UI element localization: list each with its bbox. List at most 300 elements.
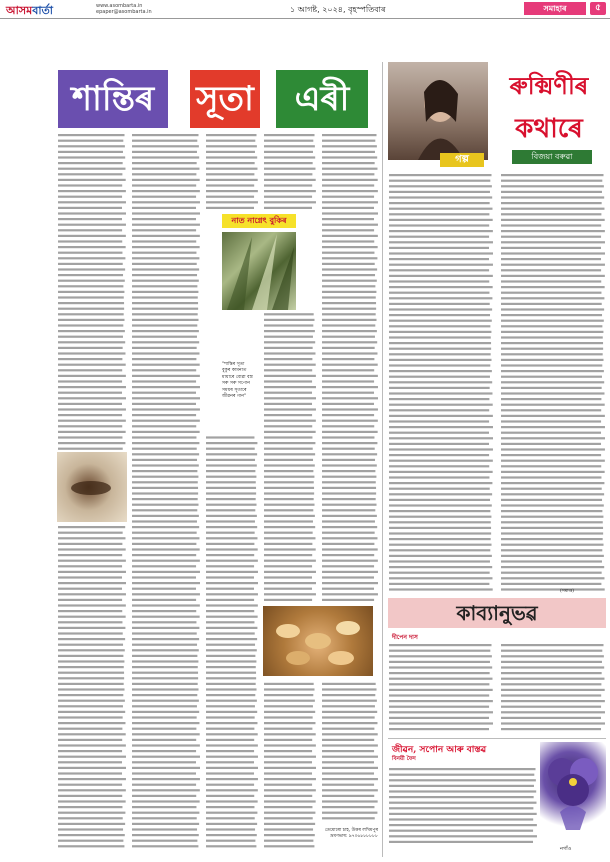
text-line (132, 134, 199, 136)
text-line (206, 453, 257, 455)
text-line (389, 706, 489, 708)
text-line (389, 796, 534, 798)
text-line (132, 487, 198, 489)
text-line (264, 823, 315, 825)
text-line (58, 543, 122, 545)
text-line (206, 560, 258, 562)
text-line (132, 358, 196, 360)
text-line (501, 555, 604, 557)
text-line (264, 817, 313, 819)
text-line (58, 548, 126, 550)
text-line (264, 800, 316, 802)
text-line (132, 761, 196, 763)
text-line (206, 140, 255, 142)
text-lines-10 (388, 766, 538, 846)
text-line (322, 498, 376, 500)
text-line (322, 812, 377, 814)
text-line (501, 694, 601, 696)
text-line (58, 324, 123, 326)
text-line (501, 348, 603, 350)
text-line (322, 599, 374, 601)
text-line (264, 520, 313, 522)
text-line (501, 336, 603, 338)
byline-phone: ভ্ৰমণভাষ: ৯৭০৬৮৮৮৮৮৮ (330, 834, 378, 839)
text-line (206, 677, 256, 679)
text-line (264, 593, 316, 595)
text-line (58, 616, 126, 618)
text-line (322, 179, 378, 181)
text-line (264, 565, 312, 567)
text-line (58, 532, 123, 534)
text-line (322, 487, 376, 489)
text-line (132, 677, 198, 679)
text-line (58, 840, 123, 842)
text-line (389, 191, 490, 193)
text-line (132, 229, 196, 231)
email-link[interactable]: epaper@asombarta.in (96, 9, 152, 15)
text-line (206, 649, 257, 651)
text-line (206, 666, 256, 668)
text-line (322, 218, 374, 220)
text-line (501, 488, 602, 490)
text-line (58, 212, 126, 214)
text-line (206, 632, 255, 634)
text-line (132, 240, 196, 242)
text-line (389, 392, 492, 394)
text-line (58, 666, 124, 668)
text-line (58, 644, 123, 646)
text-line (322, 274, 375, 276)
text-lines-9 (500, 642, 606, 732)
text-line (206, 504, 257, 506)
text-line (132, 817, 197, 819)
text-line (389, 824, 537, 826)
text-line (58, 408, 126, 410)
text-line (58, 576, 122, 578)
text-line (501, 700, 605, 702)
text-line (132, 431, 200, 433)
text-line (132, 756, 200, 758)
text-line (58, 599, 122, 601)
text-lines-6 (388, 172, 494, 592)
text-line (132, 442, 199, 444)
text-line (264, 537, 315, 539)
text-line (264, 761, 312, 763)
text-line (389, 454, 489, 456)
text-line (389, 790, 536, 792)
text-line (58, 683, 124, 685)
text-line (132, 168, 199, 170)
text-line (132, 476, 198, 478)
text-line (58, 336, 123, 338)
text-line (58, 280, 125, 282)
text-line (132, 403, 196, 405)
text-line (58, 778, 126, 780)
text-line (322, 162, 375, 164)
text-line (501, 241, 605, 243)
story-box-label: নাত নাগ্নেৎ বুকিৰ (222, 214, 296, 228)
text-line (501, 722, 605, 724)
text-line (206, 145, 257, 147)
text-line (58, 565, 122, 567)
text-line (132, 840, 197, 842)
text-line (132, 414, 196, 416)
text-line (206, 716, 255, 718)
text-line (58, 134, 125, 136)
text-line (58, 632, 123, 634)
text-line (389, 359, 492, 361)
text-line (206, 750, 254, 752)
text-line (132, 795, 196, 797)
text-line (264, 504, 315, 506)
text-line (132, 784, 196, 786)
cocoon-shapes (263, 606, 373, 676)
text-line (264, 716, 313, 718)
text-line (132, 448, 197, 450)
text-line (58, 274, 123, 276)
text-line (501, 426, 605, 428)
text-line (58, 655, 123, 657)
text-line (322, 442, 377, 444)
text-line (264, 543, 312, 545)
text-line (389, 717, 489, 719)
text-line (264, 134, 315, 136)
text-line (322, 509, 375, 511)
text-line (322, 296, 376, 298)
text-line (389, 275, 493, 277)
text-line (132, 308, 198, 310)
text-line (58, 403, 122, 405)
poem2-body (388, 766, 538, 846)
text-line (501, 588, 605, 590)
text-line (389, 538, 491, 540)
text-line (58, 722, 125, 724)
text-line (58, 806, 122, 808)
text-line (58, 744, 126, 746)
text-line (206, 565, 254, 567)
text-line (58, 375, 126, 377)
text-line (206, 532, 255, 534)
text-line (389, 280, 489, 282)
text-line (132, 397, 200, 399)
text-line (264, 464, 315, 466)
text-line (206, 470, 255, 472)
text-line (132, 828, 197, 830)
text-line (389, 711, 493, 713)
text-line (132, 481, 198, 483)
text-line (58, 728, 122, 730)
text-line (389, 560, 490, 562)
text-line (389, 297, 492, 299)
text-line (264, 470, 313, 472)
text-line (132, 392, 196, 394)
text-line (389, 555, 492, 557)
text-line (206, 789, 258, 791)
text-line (132, 711, 199, 713)
text-line (132, 173, 196, 175)
text-line (389, 342, 491, 344)
text-line (58, 436, 122, 438)
text-line (58, 364, 126, 366)
text-line (132, 694, 197, 696)
text-line (501, 527, 603, 529)
text-line (132, 252, 196, 254)
text-line (206, 173, 254, 175)
text-line (264, 548, 316, 550)
text-line (132, 733, 200, 735)
text-line (206, 705, 255, 707)
text-line (501, 370, 604, 372)
text-line (206, 515, 257, 517)
text-line (58, 593, 126, 595)
text-line (132, 347, 197, 349)
text-line (132, 341, 199, 343)
text-line (132, 184, 196, 186)
text-line (132, 280, 199, 282)
text-line (501, 258, 601, 260)
text-line (389, 728, 489, 730)
text-line (132, 285, 197, 287)
text-line (132, 212, 200, 214)
text-line (58, 218, 122, 220)
text-line (132, 744, 200, 746)
text-line (58, 156, 125, 158)
text-line (501, 174, 604, 176)
text-line (206, 840, 255, 842)
text-line (132, 509, 197, 511)
text-line (264, 196, 312, 198)
silkworm-photo (57, 452, 127, 522)
text-line (58, 627, 125, 629)
text-line (501, 437, 605, 439)
poem-line: সময়ৰ সূতাৰে (222, 387, 247, 393)
text-line (58, 638, 125, 640)
leaf-shapes (222, 232, 296, 310)
text-line (58, 257, 125, 259)
text-line (132, 296, 198, 298)
text-line (389, 476, 489, 478)
text-line (206, 207, 254, 209)
text-line (322, 347, 375, 349)
text-line (501, 208, 604, 210)
poem1-author: দীপেন দাস (392, 634, 418, 641)
text-line (206, 616, 258, 618)
text-line (132, 453, 199, 455)
text-line (501, 544, 604, 546)
text-line (264, 784, 312, 786)
text-line (58, 739, 122, 741)
text-line (322, 352, 377, 354)
text-line (206, 442, 257, 444)
title-block-2: সূতা (190, 70, 260, 128)
masthead-logo[interactable]: আসমবার্তা (6, 4, 53, 17)
text-line (501, 364, 602, 366)
text-line (322, 526, 377, 528)
text-line (322, 425, 374, 427)
text-line (58, 795, 122, 797)
text-line (322, 308, 376, 310)
text-line (132, 722, 199, 724)
text-line (389, 577, 492, 579)
text-line (206, 134, 257, 136)
text-line (58, 173, 122, 175)
text-line (132, 750, 196, 752)
text-line (501, 689, 605, 691)
text-line (389, 768, 536, 770)
text-line (322, 453, 377, 455)
text-line (322, 520, 375, 522)
text-line (132, 504, 199, 506)
text-line (132, 672, 198, 674)
byline-name: ডেমোৰো চাহ, উত্তৰ লখিমপুৰ (324, 828, 378, 833)
text-line (501, 577, 604, 579)
text-line (132, 565, 196, 567)
text-line (58, 772, 122, 774)
text-line (264, 560, 316, 562)
text-line (206, 498, 256, 500)
text-line (264, 324, 313, 326)
text-line (389, 348, 491, 350)
text-line (501, 213, 601, 215)
text-line (389, 432, 489, 434)
text-line (206, 728, 254, 730)
text-line (58, 352, 125, 354)
text-line (206, 660, 256, 662)
text-line (132, 554, 196, 556)
text-line (389, 813, 537, 815)
text-line (264, 140, 313, 142)
text-line (389, 381, 492, 383)
text-line (206, 778, 258, 780)
text-line (132, 425, 196, 427)
text-line (132, 224, 200, 226)
text-line (322, 386, 378, 388)
text-line (58, 448, 123, 450)
text-line (132, 324, 197, 326)
text-line (389, 258, 489, 260)
text-line (322, 341, 377, 343)
text-line (132, 666, 198, 668)
text-line (132, 789, 200, 791)
text-line (58, 229, 122, 231)
text-line (501, 381, 604, 383)
text-line (132, 834, 199, 836)
text-line (501, 331, 603, 333)
text-line (322, 470, 375, 472)
text-line (389, 420, 489, 422)
text-line (132, 190, 200, 192)
text-line (389, 785, 534, 787)
text-line (264, 688, 315, 690)
text-line (322, 229, 374, 231)
text-line (264, 739, 312, 741)
text-line (206, 795, 254, 797)
text-line (389, 370, 492, 372)
text-line (206, 700, 257, 702)
text-line (58, 285, 123, 287)
text-line (206, 151, 255, 153)
text-line (132, 823, 199, 825)
text-line (58, 296, 124, 298)
text-line (501, 359, 604, 361)
text-line (389, 224, 489, 226)
text-line (206, 179, 258, 181)
text-line (58, 420, 126, 422)
website-link[interactable]: www.asombarta.in (96, 3, 143, 9)
text-line (132, 705, 197, 707)
text-line (58, 733, 126, 735)
text-line (132, 246, 200, 248)
text-line (132, 179, 200, 181)
text-line (389, 320, 492, 322)
text-line (322, 515, 377, 517)
text-line (264, 492, 314, 494)
text-line (206, 492, 256, 494)
text-line (322, 420, 378, 422)
text-line (501, 706, 601, 708)
silkworm-shape (57, 452, 127, 522)
flower-shapes (540, 742, 606, 832)
text-line (264, 358, 312, 360)
text-line (264, 184, 312, 186)
text-line (58, 240, 122, 242)
text-line (58, 705, 123, 707)
text-line (389, 325, 490, 327)
text-line (389, 521, 491, 523)
text-line (58, 672, 124, 674)
text-line (58, 369, 122, 371)
text-line (58, 246, 126, 248)
text-line (206, 683, 256, 685)
text-line (264, 330, 315, 332)
text-line (264, 767, 316, 769)
text-line (322, 380, 374, 382)
text-line (132, 380, 196, 382)
text-line (132, 207, 196, 209)
text-line (322, 733, 378, 735)
text-line (132, 728, 196, 730)
text-line (389, 336, 491, 338)
text-line (322, 140, 375, 142)
text-line (206, 196, 254, 198)
text-line (322, 134, 377, 136)
text-line (206, 162, 255, 164)
text-line (58, 812, 125, 814)
poem-line: "শান্তিৰ সূতা (222, 362, 245, 367)
text-line (58, 767, 126, 769)
text-line (206, 722, 257, 724)
text-line (389, 448, 493, 450)
text-line (58, 168, 125, 170)
text-line (132, 151, 197, 153)
text-line (206, 526, 257, 528)
text-line (389, 208, 492, 210)
text-line (322, 324, 375, 326)
text-line (322, 358, 374, 360)
text-line (264, 336, 313, 338)
text-line (58, 610, 122, 612)
text-line (501, 325, 602, 327)
story-end-mark: (সমাপ্ত) (560, 589, 574, 594)
text-line (322, 459, 375, 461)
text-line (322, 739, 374, 741)
text-line (132, 459, 197, 461)
text-line (389, 404, 493, 406)
text-line (58, 750, 122, 752)
text-line (322, 537, 377, 539)
text-line (322, 436, 374, 438)
text-line (58, 537, 125, 539)
